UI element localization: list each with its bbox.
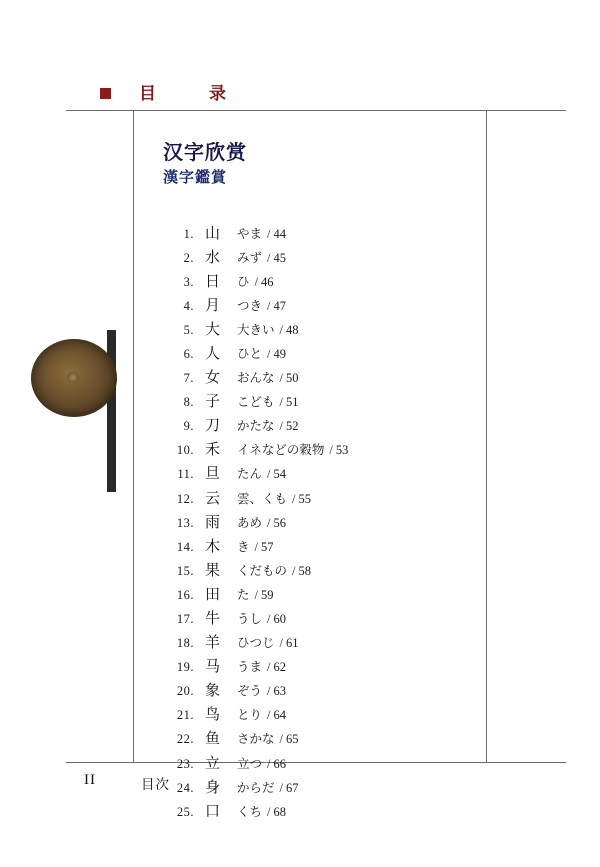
toc-entry[interactable]	[163, 366, 473, 390]
toc-entry-separator: /	[279, 395, 283, 410]
toc-entry-page: 61	[286, 636, 299, 651]
toc-entry[interactable]	[163, 270, 473, 294]
page-title: 目 录	[139, 84, 244, 104]
toc-entry-separator: /	[279, 780, 283, 795]
toc-entry-number: 15.	[176, 563, 194, 578]
toc-entry-number: 24.	[176, 780, 194, 795]
toc-entry[interactable]	[163, 246, 473, 270]
toc-entry-reading: みず	[237, 249, 263, 265]
toc-entry-number: 1.	[183, 226, 194, 241]
toc-entry[interactable]	[163, 631, 473, 655]
toc-entry[interactable]	[163, 511, 473, 535]
toc-entry-kanji: 果	[205, 560, 221, 579]
toc-entry[interactable]	[163, 390, 473, 414]
toc-entry[interactable]	[163, 462, 473, 486]
toc-entry-number: 10.	[176, 443, 194, 458]
page-header	[100, 79, 244, 104]
toc-entry-reading: ひつじ	[237, 635, 275, 651]
toc-entry-kanji: 山	[205, 223, 221, 242]
toc-entry-page: 48	[286, 322, 299, 337]
toc-entry-separator: /	[254, 539, 258, 554]
toc-entry-number: 2.	[183, 250, 194, 265]
toc-entry-number: 11.	[177, 467, 194, 482]
toc-entry-page: 49	[273, 346, 286, 361]
toc-entry-number: 8.	[183, 395, 194, 410]
toc-entry-page: 66	[273, 756, 286, 771]
toc-entry-page: 51	[286, 395, 299, 410]
toc-entry-reading: とり	[237, 707, 263, 723]
footer-label: 目次	[141, 777, 170, 793]
toc-entry-separator: /	[267, 804, 271, 819]
toc-entry-reading: たん	[237, 466, 263, 482]
toc-entry-kanji: 田	[205, 584, 221, 603]
toc-entry-reading: 大きい	[237, 321, 275, 337]
toc-entry-reading: イネなどの穀物	[237, 442, 325, 458]
right-vertical-rule	[486, 110, 487, 763]
toc-entry-number: 25.	[176, 804, 194, 819]
toc-entry-number: 13.	[176, 515, 194, 530]
decorative-disc-image	[31, 339, 117, 417]
toc-entry-page: 47	[273, 298, 286, 313]
toc-entry-page: 53	[335, 443, 349, 458]
toc-entry-page: 52	[286, 419, 299, 434]
toc-entry-kanji: 水	[205, 247, 221, 266]
toc-entry-reading: 立つ	[237, 755, 263, 771]
toc-entry-kanji: 鱼	[205, 729, 221, 748]
toc-entry-number: 18.	[176, 636, 194, 651]
toc-entry[interactable]	[163, 438, 473, 462]
toc-entry-kanji: 牛	[205, 609, 221, 627]
toc-entry-kanji: 口	[205, 801, 221, 820]
square-marker-icon	[100, 88, 111, 99]
toc-entry-reading: あめ	[237, 514, 263, 530]
toc-entry-separator: /	[267, 467, 271, 482]
toc-entry-kanji: 禾	[205, 440, 221, 459]
toc-entry-page: 58	[298, 563, 311, 578]
toc-entry-kanji: 女	[205, 368, 221, 387]
toc-entry[interactable]	[163, 535, 473, 559]
footer-page-number: II	[84, 772, 96, 788]
toc-entry-kanji: 大	[205, 319, 221, 338]
toc-entry-page: 60	[273, 612, 286, 626]
toc-entry-number: 19.	[176, 660, 194, 675]
toc-entry-number: 20.	[176, 684, 194, 699]
toc-entry-number: 21.	[176, 708, 194, 723]
toc-entry-number: 6.	[183, 346, 194, 361]
toc-entry[interactable]	[163, 222, 473, 246]
toc-entry-page: 45	[273, 250, 286, 265]
toc-entry-separator: /	[279, 371, 283, 386]
toc-entry-separator: /	[267, 756, 271, 771]
toc-entry-separator: /	[267, 708, 271, 723]
toc-entry-kanji: 刀	[205, 416, 221, 435]
toc-entry[interactable]	[163, 318, 473, 342]
toc-entry-page: 46	[261, 274, 274, 289]
toc-entry-separator: /	[279, 732, 283, 747]
toc-entry-reading: くち	[237, 803, 263, 819]
toc-entry-page: 56	[273, 515, 286, 530]
toc-entry-reading: くだもの	[237, 562, 288, 578]
toc-entry-page: 68	[273, 804, 286, 819]
toc-entry-separator: /	[292, 563, 296, 578]
toc-entry-reading: ひと	[237, 345, 263, 361]
toc-entry-separator: /	[279, 322, 283, 337]
toc-entry-separator: /	[267, 298, 271, 313]
toc-entry-separator: /	[267, 346, 271, 361]
toc-entry-separator: /	[254, 587, 258, 602]
main-content	[163, 140, 473, 840]
toc-entry-separator: /	[267, 226, 271, 241]
toc-entry-number: 12.	[176, 491, 194, 506]
toc-entry-number: 22.	[176, 732, 194, 747]
toc-entry-page: 44	[273, 226, 286, 241]
toc-entry-reading: うし	[237, 611, 263, 626]
toc-entry-reading: き	[237, 538, 250, 554]
section-title-japanese: 漢字鑑賞	[163, 168, 228, 186]
toc-entry-reading: さかな	[237, 731, 275, 747]
toc-entry-page: 65	[286, 732, 299, 747]
toc-entry-separator: /	[279, 419, 283, 434]
toc-entry-reading: つき	[237, 297, 263, 313]
toc-entry-kanji: 身	[205, 777, 221, 796]
toc-entry-separator: /	[267, 612, 271, 626]
toc-entry-reading: おんな	[237, 370, 275, 386]
toc-entry-number: 23.	[176, 756, 194, 771]
toc-entry-reading: た	[237, 586, 250, 602]
toc-entry[interactable]	[163, 679, 473, 703]
toc-entry-reading: かたな	[237, 418, 275, 434]
toc-entry-separator: /	[329, 443, 333, 458]
toc-entry-kanji: 鸟	[205, 705, 221, 724]
toc-entry-number: 7.	[183, 371, 194, 386]
toc-entry-page: 54	[273, 467, 286, 482]
toc-entry-kanji: 象	[205, 681, 221, 700]
toc-entry[interactable]	[163, 294, 473, 318]
toc-entry[interactable]	[163, 752, 473, 776]
toc-entry-separator: /	[292, 491, 296, 506]
toc-entry[interactable]	[163, 607, 473, 631]
toc-entry-kanji: 人	[205, 343, 221, 362]
toc-entry-page: 55	[298, 491, 311, 506]
toc-entry-number: 4.	[183, 298, 194, 313]
toc-entry-kanji: 雨	[205, 512, 221, 531]
left-vertical-rule	[133, 110, 134, 763]
toc-entry-separator: /	[267, 684, 271, 699]
toc-entry[interactable]	[163, 559, 473, 583]
toc-entry-page: 63	[273, 684, 286, 699]
toc-entry-kanji: 旦	[205, 464, 221, 483]
toc-entry-reading: ぞう	[237, 683, 263, 699]
toc-entry-number: 14.	[176, 539, 194, 554]
toc-entry-number: 16.	[176, 587, 194, 602]
top-rule	[66, 110, 566, 111]
toc-entry-page: 57	[261, 539, 274, 554]
toc-entry-kanji: 马	[205, 657, 221, 676]
section-title-chinese: 汉字欣赏	[163, 140, 247, 164]
toc-entry-page: 50	[286, 371, 299, 386]
toc-entry-separator: /	[267, 515, 271, 530]
toc-entry-page: 64	[273, 708, 286, 723]
toc-entry-reading: こども	[237, 394, 275, 410]
toc-entry-reading: からだ	[237, 779, 275, 795]
toc-entry[interactable]	[163, 800, 473, 824]
toc-entry[interactable]	[163, 703, 473, 727]
toc-entry-page: 62	[273, 660, 286, 675]
toc-entry-reading: うま	[237, 659, 263, 675]
toc-entry-number: 5.	[183, 322, 194, 337]
toc-entry[interactable]	[163, 776, 473, 800]
toc-entry-number: 17.	[176, 612, 194, 626]
toc-entry-number: 9.	[183, 419, 194, 434]
toc-entry[interactable]	[163, 583, 473, 607]
toc-entry[interactable]	[163, 655, 473, 679]
toc-entry-separator: /	[279, 636, 283, 651]
toc-entry-kanji: 日	[205, 271, 221, 290]
toc-entry-kanji: 云	[205, 488, 221, 507]
toc-entry-kanji: 木	[205, 536, 221, 555]
toc-entry-kanji: 立	[205, 753, 221, 772]
table-of-contents	[163, 222, 473, 824]
toc-entry-reading: やま	[237, 225, 263, 241]
toc-entry-page: 67	[286, 780, 299, 795]
toc-entry-reading: ひ	[237, 273, 250, 289]
toc-entry-separator: /	[267, 250, 271, 265]
toc-entry-page: 59	[261, 587, 274, 602]
toc-entry[interactable]	[163, 342, 473, 366]
toc-entry-number: 3.	[183, 274, 194, 289]
toc-entry-kanji: 子	[205, 392, 221, 411]
toc-entry[interactable]	[163, 414, 473, 438]
toc-entry[interactable]	[163, 727, 473, 751]
toc-entry-kanji: 羊	[205, 633, 221, 652]
toc-entry-separator: /	[254, 274, 258, 289]
toc-entry[interactable]	[163, 487, 473, 511]
toc-entry-reading: 雲、くも	[237, 490, 288, 506]
toc-entry-kanji: 月	[205, 295, 221, 314]
toc-entry-separator: /	[267, 660, 271, 675]
